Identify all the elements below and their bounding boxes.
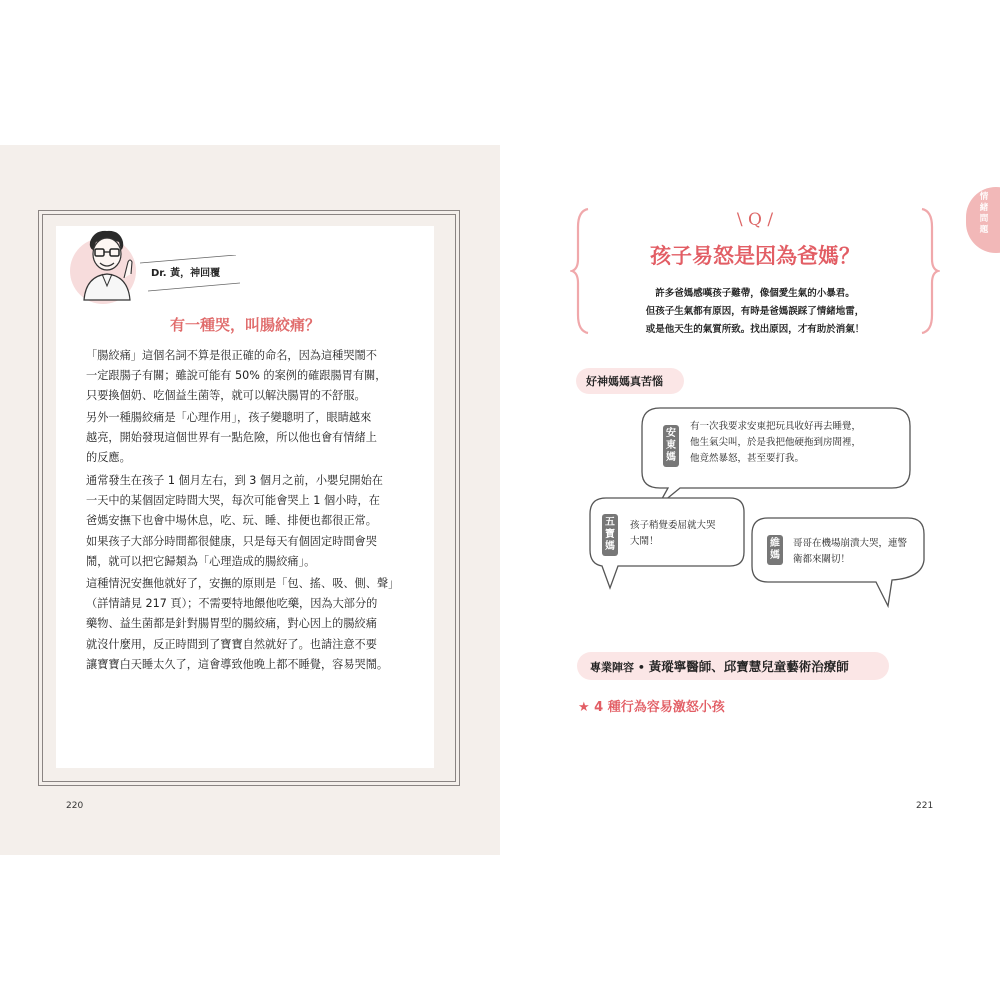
- paragraph: [86, 346, 408, 407]
- bubble-line: 他竟然暴怒，甚至要打我。: [690, 453, 805, 464]
- page-number-left: 220: [66, 801, 84, 811]
- bubble-line: 大鬧！: [630, 536, 659, 547]
- text-line: 這種情況安撫他就好了，安撫的原則是「包、搖、吸、側、聲」: [86, 577, 400, 590]
- chapter-side-tab-label: 情緒問題: [979, 192, 989, 235]
- text-line: 就沒什麼用，反正時間到了寶寶自然就好了。也請注意不要: [86, 637, 377, 651]
- experts-names: 黃瑽寧醫師、邱寶慧兒童藝術治療師: [648, 659, 849, 674]
- text-line: 通常發生在孩子 1 個月左右，到 3 個月之前，小嬰兒開始在: [86, 474, 383, 487]
- text-line: 藥物、益生菌都是針對腸胃型的腸絞痛，對心因上的腸絞痛: [86, 617, 377, 631]
- page-number-right: 221: [916, 801, 934, 811]
- intro-line: 或是他天生的氣質所致。找出原因，才有助於消氣！: [645, 324, 865, 335]
- speaker-tag: 維媽: [767, 535, 783, 565]
- bubble-line: 他生氣尖叫，於是我把他硬拖到房間裡，: [690, 437, 862, 448]
- bubble-text: [793, 536, 918, 568]
- text-line: 一天中的某個固定時間大哭，每次可能會哭上 1 個小時，在: [86, 494, 380, 508]
- speaker-tag: 安東媽: [663, 425, 679, 467]
- text-line: 另外一種腸絞痛是「心理作用」，孩子變聰明了，眼睛越來: [86, 411, 372, 424]
- experts-label: 專業陣容 •: [590, 661, 645, 674]
- intro-line: 但孩子生氣都有原因，有時是爸媽誤踩了情緒地雷，: [645, 306, 865, 317]
- text-line: 爸媽安撫下也會中場休息，吃、玩、睡、排便也都很正常。: [86, 514, 377, 528]
- text-line: 讓寶寶白天睡太久了，這會導致他晚上都不睡覺，容易哭鬧。: [86, 657, 389, 671]
- text-line: 一定跟腸子有關；雖說可能有 50% 的案例的確跟腸胃有關，: [86, 369, 387, 383]
- bubble-text: [630, 518, 740, 550]
- text-line: 如果孩子大部分時間都很健康，只是每天有個固定時間會哭: [86, 534, 377, 548]
- bubble-line: 孩子稍覺委屈就大哭: [630, 520, 716, 531]
- paragraph: [86, 574, 408, 675]
- doctor-avatar-illustration: [74, 224, 140, 304]
- text-line: 鬧，就可以把它歸類為「心理造成的腸絞痛」。: [86, 554, 316, 568]
- speaker-tag: 五寶媽: [602, 514, 618, 556]
- text-line: 越亮，開始發現這個世界有一點危險，所以他也會有情緒上: [86, 431, 377, 445]
- paragraph: [86, 408, 408, 469]
- doctor-label: Dr. 黃，神回覆: [151, 268, 221, 279]
- bubble-line: 哥哥在機場崩潰大哭，連警: [793, 538, 908, 549]
- text-line: （詳情請見 217 頁）；不需要特地餵他吃藥，因為大部分的: [86, 597, 378, 611]
- q-marker: \ Q /: [736, 210, 774, 230]
- text-line: 的反應。: [86, 451, 131, 465]
- paragraph: [86, 471, 408, 572]
- section-label: 好神媽媽真苦惱: [586, 375, 663, 388]
- question-title: 有一種哭，叫腸絞痛？: [169, 316, 320, 334]
- bubble-line: 有一次我要求安東把玩具收好再去睡覺，: [690, 421, 862, 432]
- text-line: 「腸絞痛」這個名詞不算是很正確的命名，因為這種哭鬧不: [86, 349, 377, 362]
- experts-line: [590, 657, 849, 675]
- intro-line: 許多爸媽感嘆孩子難帶，像個愛生氣的小暴君。: [655, 288, 855, 299]
- text-line: 只要換個奶、吃個益生菌等，就可以解決腸胃的不舒服。: [86, 389, 366, 403]
- bubble-text: [690, 419, 890, 467]
- tips-heading: ★ 4 種行為容易激怒小孩: [578, 700, 725, 715]
- question-heading: 孩子易怒是因為爸媽？: [650, 243, 860, 268]
- bubble-line: 衛都來關切！: [793, 554, 851, 565]
